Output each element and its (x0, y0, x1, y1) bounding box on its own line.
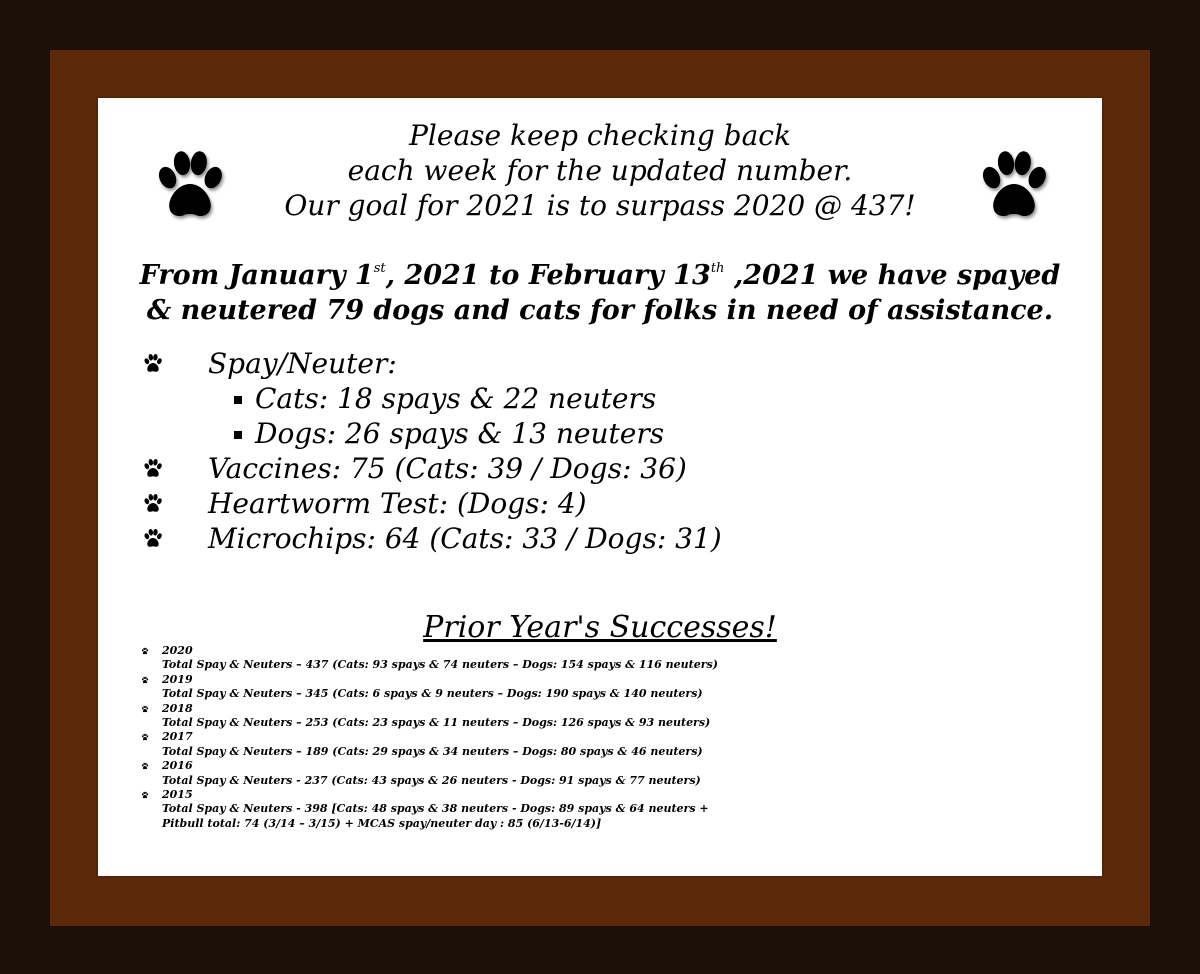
year-label: 2017 (162, 730, 193, 744)
year-item (138, 702, 1038, 731)
summary-text-part: From January 1 (139, 260, 374, 291)
year-line (138, 702, 1038, 716)
year-label: 2018 (162, 701, 193, 715)
paw-bullet-icon (141, 791, 149, 799)
summary-line (108, 258, 1092, 293)
stat-value: Vaccines: 75 (Cats: 39 / Dogs: 36) (208, 452, 687, 485)
stats-list (142, 346, 1042, 556)
summary-line: & neutered 79 dogs and cats for folks in need of assistance. (146, 295, 1054, 326)
summary-text (108, 258, 1092, 328)
paw-bullet-icon (142, 527, 164, 549)
list-item (142, 381, 1042, 416)
year-line (138, 788, 1038, 802)
year-label: 2015 (162, 787, 193, 801)
prior-years-list (138, 644, 1038, 831)
paw-bullet-icon (141, 647, 149, 655)
prior-years-title: Prior Year's Successes! (423, 610, 777, 645)
year-label: 2020 (162, 644, 193, 657)
paw-bullet-icon (142, 457, 164, 479)
list-item (142, 346, 1042, 381)
square-bullet-icon (234, 396, 242, 404)
header-line: Our goal for 2021 is to surpass 2020 @ 437! (284, 189, 916, 222)
content-card (98, 98, 1102, 876)
paw-print-icon (150, 144, 230, 224)
year-item (138, 759, 1038, 788)
list-item (142, 521, 1042, 556)
list-item (142, 416, 1042, 451)
stat-value: Microchips: 64 (Cats: 33 / Dogs: 31) (208, 522, 722, 555)
header-line: Please keep checking back (409, 119, 791, 152)
year-detail: Total Spay & Neuters – 345 (Cats: 6 spays & 9 neuters – Dogs: 190 spays & 140 neuters) (162, 687, 703, 701)
year-item (138, 788, 1038, 831)
list-item (142, 486, 1042, 521)
paw-bullet-icon (141, 762, 149, 770)
paw-bullet-icon (141, 705, 149, 713)
paw-bullet-icon (142, 492, 164, 514)
year-item (138, 644, 1038, 673)
year-line (138, 644, 1038, 658)
summary-text-part: , 2021 to February 13 (385, 260, 711, 291)
year-detail: Total Spay & Neuters - 398 [Cats: 48 spays & 38 neuters - Dogs: 89 spays & 64 neuters + (162, 802, 709, 816)
paw-bullet-icon (141, 733, 149, 741)
year-line (138, 673, 1038, 687)
stat-value: Dogs: 26 spays & 13 neuters (255, 417, 665, 450)
ordinal-suffix: st (373, 261, 386, 276)
year-line (138, 730, 1038, 744)
year-detail: Total Spay & Neuters - 237 (Cats: 43 spays & 26 neuters - Dogs: 91 spays & 77 neuters) (162, 773, 701, 787)
header-line: each week for the updated number. (347, 154, 853, 187)
paw-bullet-icon (141, 676, 149, 684)
header-message (248, 118, 952, 223)
square-bullet-icon (234, 431, 242, 439)
stat-label: Spay/Neuter: (208, 347, 397, 380)
year-detail: Total Spay & Neuters – 253 (Cats: 23 spays & 11 neuters – Dogs: 126 spays & 93 neuters) (162, 715, 711, 729)
year-detail: Pitbull total: 74 (3/14 – 3/15) + MCAS spay/neuter day : 85 (6/13-6/14)] (162, 816, 602, 830)
paw-print-icon (974, 144, 1054, 224)
stat-value: Cats: 18 spays & 22 neuters (255, 382, 657, 415)
list-item (142, 451, 1042, 486)
year-detail: Total Spay & Neuters – 437 (Cats: 93 spays & 74 neuters – Dogs: 154 spays & 116 neuters) (162, 658, 718, 672)
year-item (138, 673, 1038, 702)
year-detail: Total Spay & Neuters – 189 (Cats: 29 spays & 34 neuters – Dogs: 80 spays & 46 neuters) (162, 744, 703, 758)
year-line (138, 759, 1038, 773)
paw-bullet-icon (142, 352, 164, 374)
stat-value: Heartworm Test: (Dogs: 4) (208, 487, 587, 520)
summary-text-part: ,2021 we have spayed (724, 260, 1061, 291)
year-item (138, 730, 1038, 759)
year-label: 2019 (162, 672, 193, 686)
year-label: 2016 (162, 759, 193, 773)
ordinal-suffix: th (710, 261, 725, 276)
